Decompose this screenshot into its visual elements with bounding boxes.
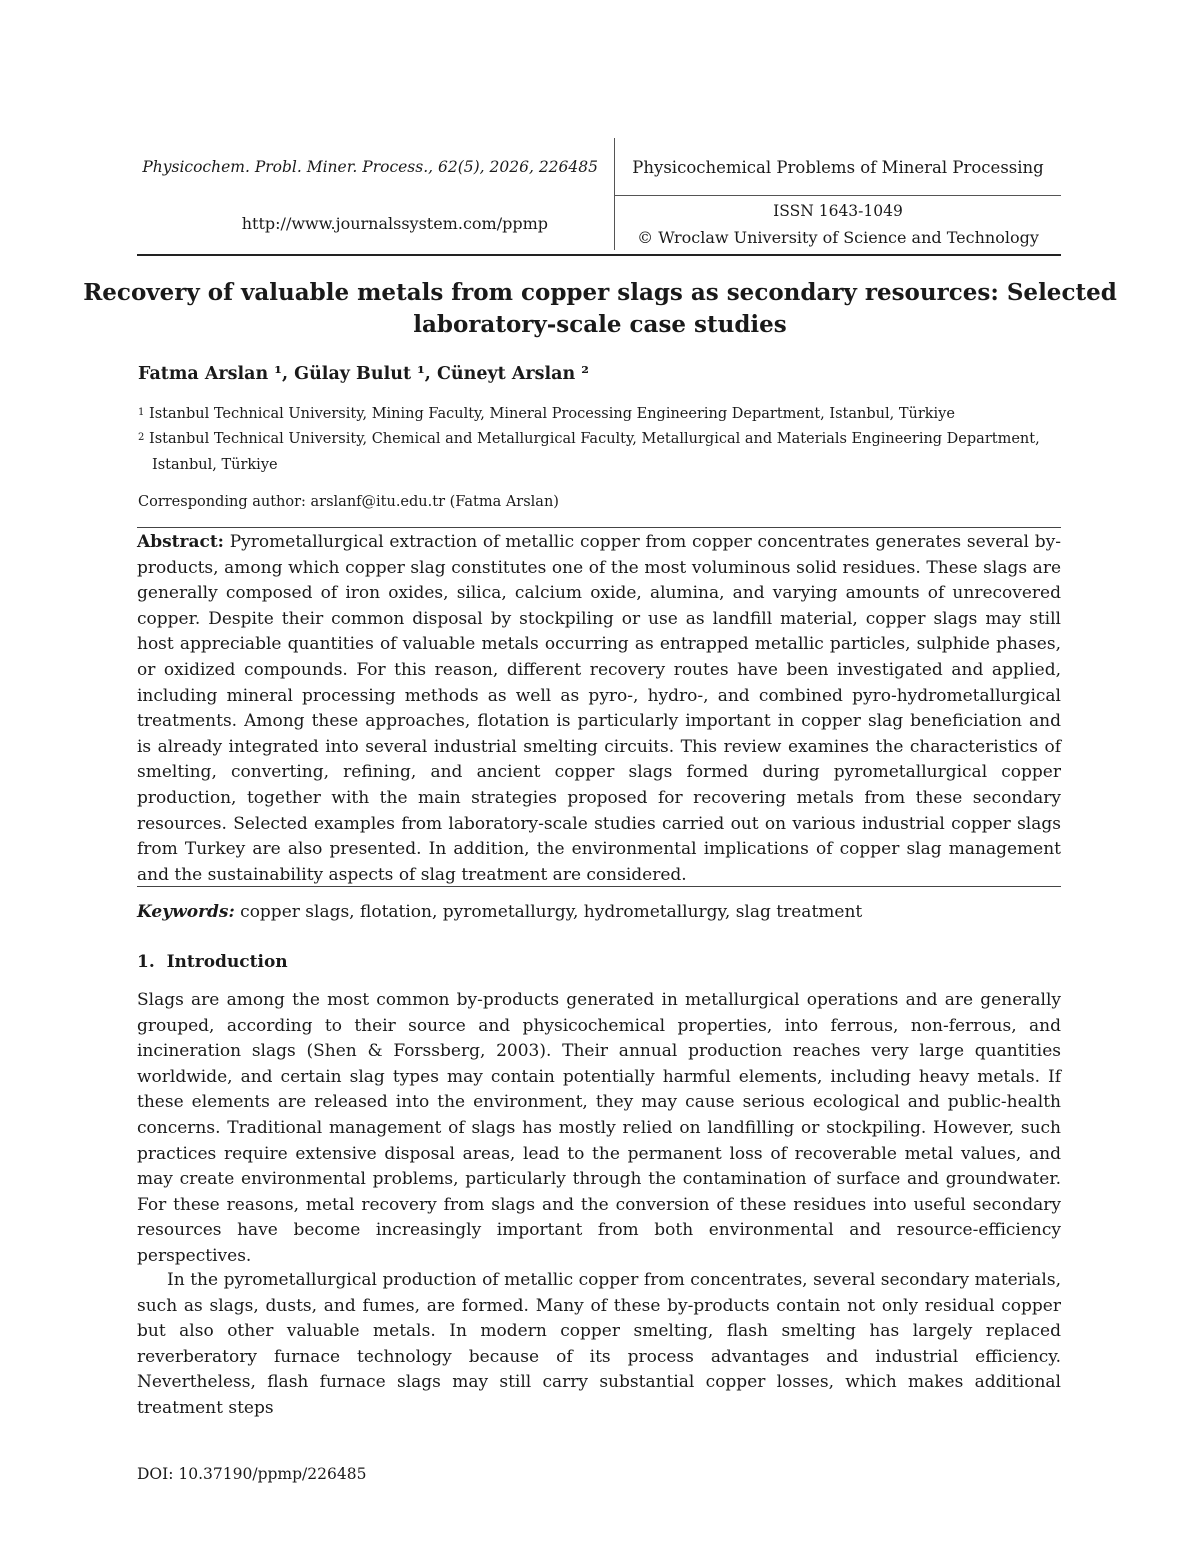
section-heading xyxy=(137,952,288,972)
keywords-text: copper slags, flotation, pyrometallurgy, hydrometallurgy, slag treatment xyxy=(240,902,863,922)
body-paragraph-1: Slags are among the most common by-products generated in metallurgical operations and are generally grouped, according to their source and physicochemical properties, into ferrous, non-ferrous, and incineration slags (Shen & Forssberg, 2003). Their annual production reaches very large quantities worldwide, and certain slag types may contain potentially harmful elements, including heavy metals. If these elements are released into the environment, they may cause serious ecological and public-health concerns. Traditional management of slags has mostly relied on landfilling or stockpiling. However, such practices require extensive disposal areas, lead to the permanent loss of recoverable metal values, and may create environmental problems, particularly through the contamination of surface and groundwater. For these reasons, metal recovery from slags and the conversion of these residues into useful secondary resources have become increasingly important from both environmental and resource-efficiency perspectives. xyxy=(137,990,1061,1266)
keywords-label: Keywords: xyxy=(137,902,235,922)
header-horizontal-divider xyxy=(615,195,1061,196)
journal-copyright: © Wroclaw University of Science and Technology xyxy=(637,228,1039,247)
affiliation-mark: 2 xyxy=(138,432,145,443)
doi-footer[interactable]: DOI: 10.37190/ppmp/226485 xyxy=(137,1465,367,1483)
journal-citation: Physicochem. Probl. Miner. Process., 62(5), 2026, 226485 xyxy=(142,158,598,176)
affiliation-mark: 1 xyxy=(138,407,145,418)
journal-header xyxy=(137,138,1061,254)
journal-issn: ISSN 1643-1049 xyxy=(773,202,903,220)
affiliation-1 xyxy=(138,406,955,422)
corresponding-author: Corresponding author: arslanf@itu.edu.tr (Fatma Arslan) xyxy=(138,494,559,510)
abstract-top-rule xyxy=(137,527,1061,528)
affiliation-2-continued: Istanbul, Türkiye xyxy=(152,457,278,473)
header-left-cell xyxy=(137,138,614,250)
abstract-label: Abstract: xyxy=(137,532,224,552)
keywords xyxy=(137,902,862,922)
affiliation-text: Istanbul Technical University, Mining Faculty, Mineral Processing Engineering Department, Istanbul, Türkiye xyxy=(148,406,955,422)
journal-url[interactable]: http://www.journalssystem.com/ppmp xyxy=(241,214,548,233)
journal-name: Physicochemical Problems of Mineral Processing xyxy=(632,158,1044,177)
affiliation-2 xyxy=(138,431,1040,447)
abstract-text: Pyrometallurgical extraction of metallic copper from copper concentrates generates several by-products, among which copper slag constitutes one of the most voluminous solid residues. These slags are generally composed of iron oxides, silica, calcium oxide, alumina, and varying amounts of unrecovered copper. Despite their common disposal by stockpiling or use as landfill material, copper slags may still host appreciable quantities of valuable metals occurring as entrapped metallic particles, sulphide phases, or oxidized compounds. For this reason, different recovery routes have been investigated and applied, including mineral processing methods as well as pyro-, hydro-, and combined pyro-hydrometallurgical treatments. Among these approaches, flotation is particularly important in copper slag beneficiation and is already integrated into several industrial smelting circuits. This review examines the characteristics of smelting, converting, refining, and ancient copper slags formed during pyrometallurgical copper production, together with the main strategies proposed for recovering metals from these secondary resources. Selected examples from laboratory-scale studies carried out on various industrial copper slags from Turkey are also presented. In addition, the environmental implications of copper slag management and the sustainability aspects of slag treatment are considered. xyxy=(137,532,1061,885)
header-bottom-rule xyxy=(137,254,1061,256)
body-paragraph-2: In the pyrometallurgical production of metallic copper from concentrates, several secondary materials, such as slags, dusts, and fumes, are formed. Many of these by-products contain not only residual copper but also other valuable metals. In modern copper smelting, flash smelting has largely replaced reverberatory furnace technology because of its process advantages and industrial efficiency. Nevertheless, flash furnace slags may still carry substantial copper losses, which makes additional treatment steps xyxy=(137,1270,1061,1418)
author-list: Fatma Arslan ¹, Gülay Bulut ¹, Cüneyt Arslan ² xyxy=(138,364,589,384)
paper-title: Recovery of valuable metals from copper slags as secondary resources: Selected laboratory-scale case studies xyxy=(83,279,1117,338)
affiliation-text: Istanbul Technical University, Chemical and Metallurgical Faculty, Metallurgical and Materials Engineering Department, xyxy=(148,431,1040,447)
abstract xyxy=(137,530,1061,888)
section-number: 1. xyxy=(137,952,155,972)
header-right-cell xyxy=(615,138,1061,250)
section-title: Introduction xyxy=(166,952,288,972)
abstract-bottom-rule xyxy=(137,886,1061,887)
